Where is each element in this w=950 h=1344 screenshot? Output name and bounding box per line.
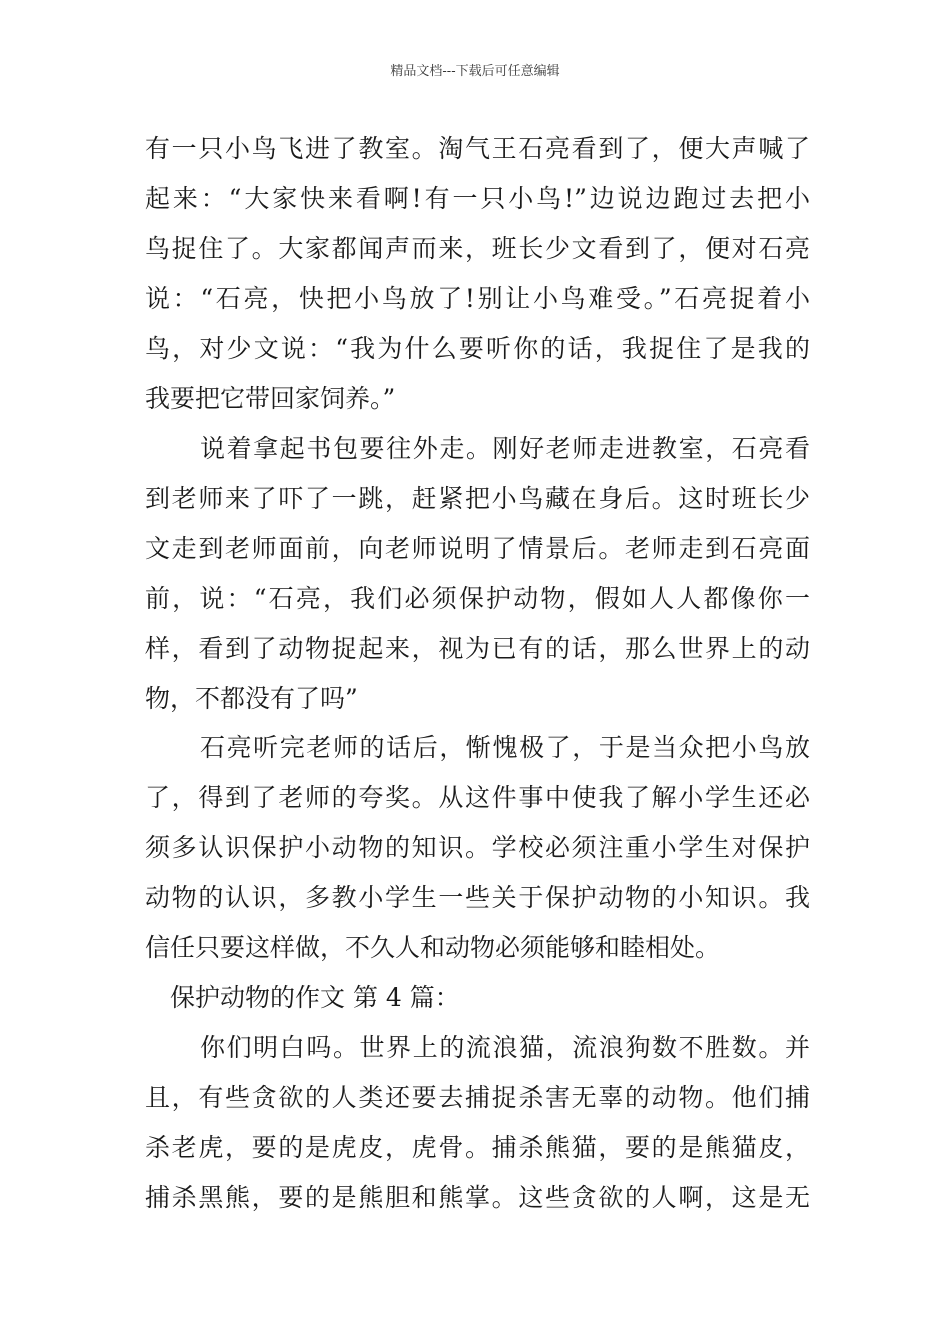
body-line: 前，说：“石亮，我们必须保护动物，假如人人都像你一 xyxy=(145,584,810,613)
body-line: 须多认识保护小动物的知识。学校必须注重小学生对保护 xyxy=(145,833,810,862)
body-line: 起来：“大家快来看啊!有一只小鸟!”边说边跑过去把小 xyxy=(145,184,810,213)
body-line: 捕杀黑熊，要的是熊胆和熊掌。这些贪欲的人啊，这是无 xyxy=(145,1183,810,1212)
section-heading: 保护动物的作文 第 4 篇： xyxy=(170,983,460,1012)
body-line: 有一只小鸟飞进了教室。淘气王石亮看到了，便大声喊了 xyxy=(145,134,810,163)
body-line: 鸟，对少文说：“我为什么要听你的话，我捉住了是我的 xyxy=(145,334,810,363)
body-line: 且，有些贪欲的人类还要去捕捉杀害无辜的动物。他们捕 xyxy=(145,1083,810,1112)
paragraph-first-line: 说着拿起书包要往外走。刚好老师走进教室，石亮看 xyxy=(200,434,810,463)
body-line: 我要把它带回家饲养。” xyxy=(145,384,396,413)
page-header: 精品文档---下载后可任意编辑 xyxy=(390,64,560,79)
body-line: 文走到老师面前，向老师说明了情景后。老师走到石亮面 xyxy=(145,534,810,563)
body-line: 样，看到了动物捉起来，视为已有的话，那么世界上的动 xyxy=(145,634,810,663)
body-line: 物，不都没有了吗” xyxy=(145,684,358,713)
body-line: 说：“石亮，快把小鸟放了!别让小鸟难受。”石亮捉着小 xyxy=(145,284,810,313)
body-line: 了，得到了老师的夸奖。从这件事中使我了解小学生还必 xyxy=(145,783,810,812)
body-line: 杀老虎，要的是虎皮，虎骨。捕杀熊猫，要的是熊猫皮， xyxy=(145,1133,810,1162)
paragraph-first-line: 你们明白吗。世界上的流浪猫，流浪狗数不胜数。并 xyxy=(200,1033,810,1062)
body-line: 动物的认识，多教小学生一些关于保护动物的小知识。我 xyxy=(145,883,810,912)
body-line: 鸟捉住了。大家都闻声而来，班长少文看到了，便对石亮 xyxy=(145,234,810,263)
body-line: 到老师来了吓了一跳，赶紧把小鸟藏在身后。这时班长少 xyxy=(145,484,810,513)
body-line: 信任只要这样做，不久人和动物必须能够和睦相处。 xyxy=(145,933,721,962)
paragraph-first-line: 石亮听完老师的话后，惭愧极了，于是当众把小鸟放 xyxy=(200,733,810,762)
